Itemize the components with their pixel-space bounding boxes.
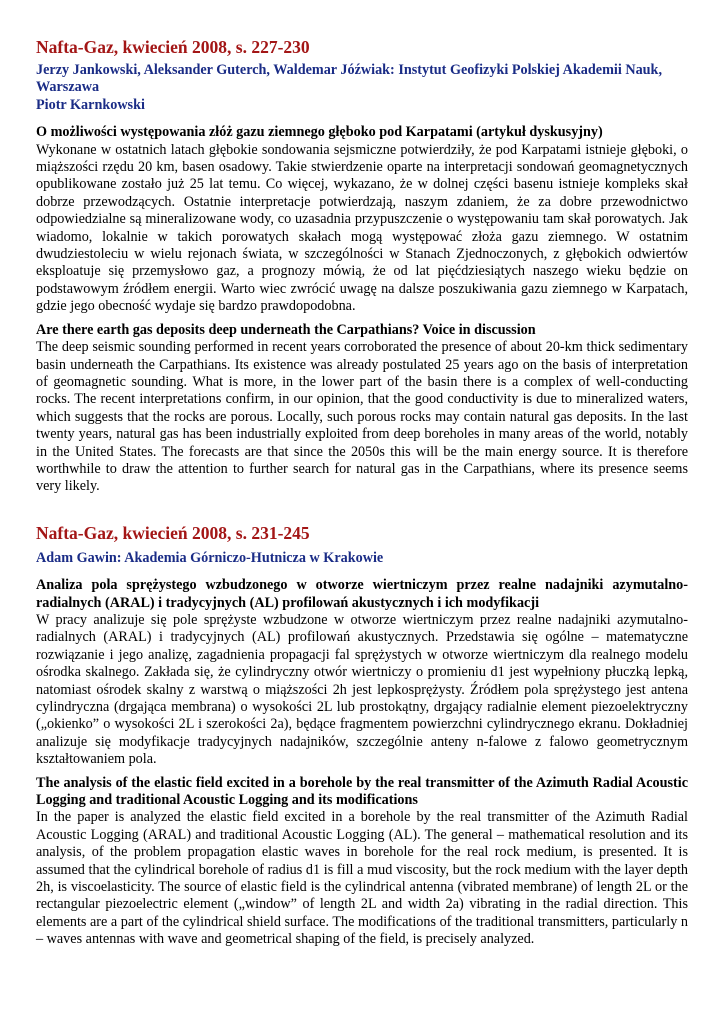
article-1-english-abstract xyxy=(36,322,688,496)
article-2-header: Nafta-Gaz, kwiecień 2008, s. 231-245 xyxy=(36,522,310,543)
article-1-polish-title: O możliwości występowania złóż gazu ziemnego głęboko pod Karpatami (artykuł dyskusyjny) xyxy=(36,124,603,141)
article-1-authors-line-2: Piotr Karnkowski xyxy=(36,96,145,113)
article-2-polish-title: Analiza pola sprężystego wzbudzonego w otworze wiertniczym przez realne nadajniki azymutalno-radialnych (ARAL) i tradycyjnych (AL) profilowań akustycznych i ich modyfikacji xyxy=(36,577,688,611)
article-2-polish-abstract xyxy=(36,577,688,768)
article-1-english-body: The deep seismic sounding performed in recent years corroborated the presence of about 20-km thick sedimentary basin underneath the Carpathians. Its existence was already postulated 25 years ago on the basis of interpretation of geomagnetic sounding. What is more, in the lower part of the basin there is a complex of well-conducting rocks. The recent interpretations confirm, in our opinion, that the good conductivity is due to mineralized waters, which suggests that the rocks are porous. Locally, such porous rocks may contain natural gas deposits. In the last twenty years, natural gas has been industrially exploited from deep boreholes in many areas of the world, notably in the United States. The forecasts are that since the 2050s this will be the main energy source. It is therefore worthwhile to draw the attention to further search for natural gas in the Carpathians, where its presence seems very likely. xyxy=(36,339,688,495)
article-1-authors xyxy=(36,62,688,114)
document-page xyxy=(36,36,688,955)
article-1-authors-line-1: Jerzy Jankowski, Aleksander Guterch, Waldemar Jóźwiak: Instytut Geofizyki Polskiej Akademii Nauk, Warszawa xyxy=(36,62,662,96)
section-spacer xyxy=(36,502,688,522)
article-2-english-abstract xyxy=(36,775,688,949)
article-1-header: Nafta-Gaz, kwiecień 2008, s. 227-230 xyxy=(36,37,310,57)
article-1 xyxy=(36,36,688,496)
article-2-authors-line-1: Adam Gawin: Akademia Górniczo-Hutnicza w Krakowie xyxy=(36,549,384,566)
article-2-english-title: The analysis of the elastic field excited in a borehole by the real transmitter of the Azimuth Radial Acoustic Logging and traditional Acoustic Logging and its modifications xyxy=(36,774,688,809)
article-1-polish-body: Wykonane w ostatnich latach głębokie sondowania sejsmiczne potwierdziły, że pod Karpatami istnieje głęboki, o miąższości rzędu 20 km, basen osadowy. Takie stwierdzenie oparte na interpretacji sondowań geomagnetycznych opublikowane zostało już 25 lat temu. Co więcej, wykazano, że w dolnej części basenu istnieje kompleks skał dobrze przewodzących. Ostatnie interpretacje potwierdzają, naszym zdaniem, że za dobre przewodnictwo odpowiedzialne są mineralizowane wody, co uzasadnia przypuszczenie o występowaniu tam skał porowatych. Jak wiadomo, lokalnie w takich porowatych skałach mogą występować złoża gazu ziemnego. W ostatnim dwudziestoleciu w wielu rejonach świata, w szczególności w Stanach Zjednoczonych, z głębokich odwiertów eksploatuje się przemysłowo gaz, a prognozy mówią, że od lat pięćdziesiątych naszego wieku będzie on podstawowym źródłem energii. Warto wiec zwrócić uwagę na dalsze poszukiwania gazu ziemnego w Karpatach, gdzie jego obecność wydaje się bardzo prawdopodobna. xyxy=(36,141,688,315)
article-2 xyxy=(36,522,688,949)
article-2-english-body: In the paper is analyzed the elastic field excited in a borehole by the real transmitter of the Azimuth Radial Acoustic Logging (ARAL) and traditional Acoustic Logging (AL). The general – mathematical resolution and its analysis, of the problem propagation elastic waves in borehole for the real rock medium, is presented. It is assumed that the cylindrical borehole of radius d1 is fill a mud viscosity, but the rock medium with the layer depth 2h, is viscoelasticity. The source of elastic field is the cylindrical antenna (vibrated membrane) of length 2L or the rectangular piezoelectric element („window” of length 2L and width 2a) vibrating in the radial direction. This elements are a part of the cylindrical shield surface. The modifications of the traditional transmitters, particularly n – waves antennas with wave and geometrical shaping of the field, is precisely analyzed. xyxy=(36,809,688,948)
article-2-polish-body: W pracy analizuje się pole sprężyste wzbudzone w otworze wiertniczym przez realne nadajniki azymutalno-radialnych (ARAL) i tradycyjnych (AL) profilowań akustycznych. Przedstawia się ogólne – matematyczne rozwiązanie i jego analizę, zagadnienia propagacji fal sprężystych w otworze wiertniczym dla realnego modelu ośrodka skalnego. Zakłada się, że cylindryczny otwór wiertniczy o promieniu d1 jest wypełniony płuczką lepką, natomiast ośrodek skalny z warstwą o miąższości 2h jest lepkosprężysty. Źródłem pola sprężystego jest antena cylindryczna (drgająca membrana) o wysokości 2L lub prostokątny, drgający radialnie element piezoelektryczny („okienko” o wysokości 2L i szerokości 2a), będące fragmentem powierzchni cylindrycznego ekranu. Dokładniej analizuje się modyfikacje tradycyjnych nadajników, szczególnie anteny n-falowe z falowo geometrycznym kształtowaniem pola. xyxy=(36,611,688,768)
article-1-polish-abstract xyxy=(36,124,688,315)
article-2-authors xyxy=(36,550,688,567)
article-1-english-title: Are there earth gas deposits deep underneath the Carpathians? Voice in discussion xyxy=(36,321,536,338)
